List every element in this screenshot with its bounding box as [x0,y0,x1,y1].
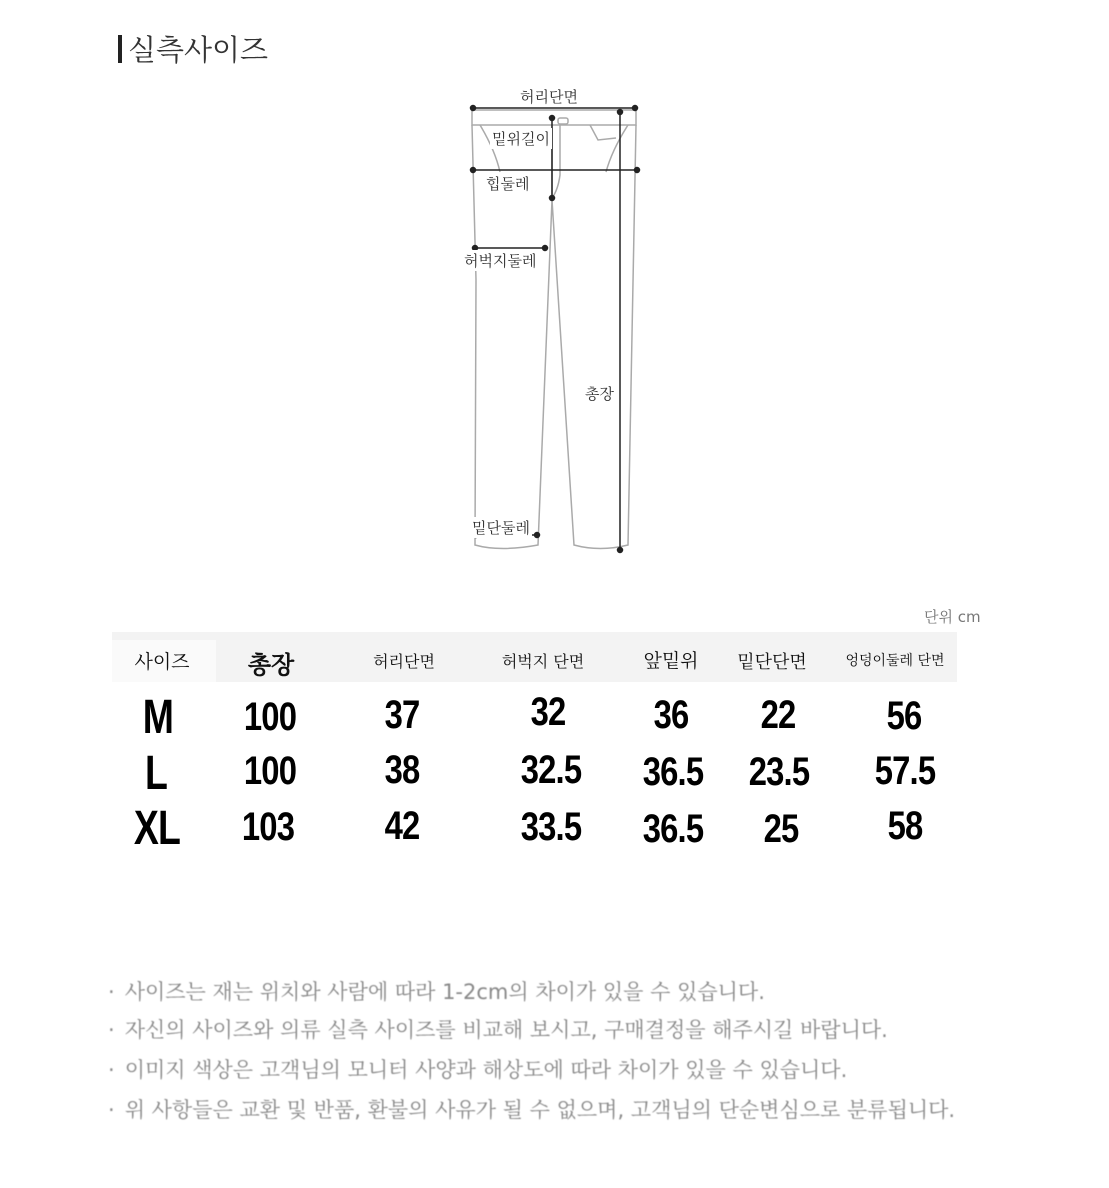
cell-hip: 57.5 [874,749,936,793]
cell-thigh: 33.5 [520,805,582,849]
cell-front-rise: 36 [653,693,689,737]
cell-waist: 37 [384,693,420,737]
pants-outline-icon [440,80,660,570]
cell-length: 100 [243,749,297,793]
cell-size: L [144,747,168,800]
cell-hem: 23.5 [748,750,810,794]
note-item [108,1014,888,1044]
cell-size: XL [133,802,181,855]
cell-waist: 42 [384,804,420,848]
cell-front-rise: 36.5 [642,750,704,794]
note-text: 위 사항들은 교환 및 반품, 환불의 사유가 될 수 없으며, 고객님의 단순변심으로 분류됩니다. [124,1098,956,1122]
note-text: 자신의 사이즈와 의류 실측 사이즈를 비교해 보시고, 구매결정을 해주시길 바랍니다. [124,1018,888,1042]
cell-size: M [142,691,174,744]
note-item [108,976,765,1006]
label-thigh: 허벅지둘레 [464,252,537,270]
header-hem: 밑단단면 [737,652,807,673]
header-front-rise: 앞밑위 [643,650,699,672]
label-rise: 밑위길이 [492,130,550,148]
cell-waist: 38 [384,748,420,792]
title-bar-icon [118,35,122,63]
header-length: 총장 [247,651,295,679]
label-hip: 힙둘레 [486,175,530,193]
header-size: 사이즈 [134,651,190,673]
cell-hip: 58 [887,804,923,848]
section-title-text: 실측사이즈 [128,33,269,67]
note-item [108,1054,847,1084]
bullet-icon: · [108,1098,115,1122]
bullet-icon: · [108,1018,115,1042]
label-waist: 허리단면 [520,88,578,106]
label-hem: 밑단둘레 [472,519,530,537]
header-hip: 엉덩이둘레 단면 [845,653,945,669]
cell-hem: 25 [763,807,799,851]
note-item [108,1094,955,1124]
note-text: 사이즈는 재는 위치와 사람에 따라 1-2cm의 차이가 있을 수 있습니다. [124,980,765,1004]
bullet-icon: · [108,980,115,1004]
note-text: 이미지 색상은 고객님의 모니터 사양과 해상도에 따라 차이가 있을 수 있습니다. [124,1058,848,1082]
label-length: 총장 [585,385,614,403]
cell-hip: 56 [886,694,922,738]
cell-length: 100 [243,695,297,739]
cell-thigh: 32 [530,690,566,734]
pants-measurement-diagram [440,80,660,570]
header-waist: 허리단면 [373,652,435,671]
cell-length: 103 [241,805,295,849]
header-thigh: 허벅지 단면 [501,652,585,671]
cell-front-rise: 36.5 [642,807,704,851]
bullet-icon: · [108,1058,115,1082]
cell-hem: 22 [760,693,796,737]
cell-thigh: 32.5 [520,748,582,792]
unit-label: 단위 cm [924,608,981,626]
section-title [118,28,268,69]
